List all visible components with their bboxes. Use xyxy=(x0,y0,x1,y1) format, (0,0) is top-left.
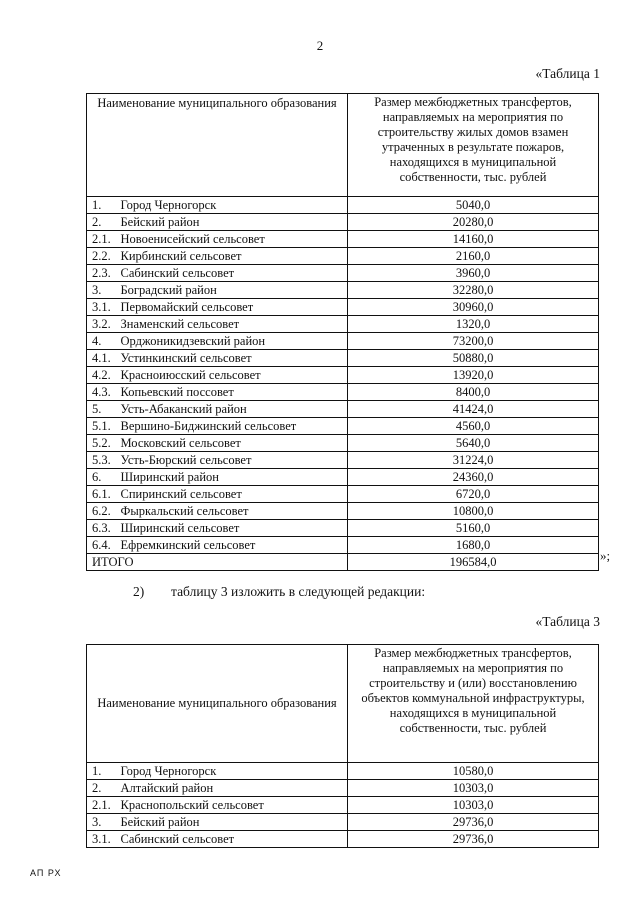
table-row xyxy=(87,384,599,401)
total-label: ИТОГО xyxy=(87,554,348,571)
transfer-amount: 14160,0 xyxy=(348,231,599,248)
table-row xyxy=(87,520,599,537)
municipality-name: Ширинский сельсовет xyxy=(119,520,348,537)
transfer-amount: 24360,0 xyxy=(348,469,599,486)
municipality-name: Знаменский сельсовет xyxy=(119,316,348,333)
table-row xyxy=(87,214,599,231)
header-name-cell: Наименование муниципального образования xyxy=(87,645,348,763)
row-number: 2.1. xyxy=(87,797,119,814)
municipality-name: Бейский район xyxy=(119,814,348,831)
transfer-amount: 29736,0 xyxy=(348,831,599,848)
transfer-amount: 10303,0 xyxy=(348,797,599,814)
table-row xyxy=(87,299,599,316)
transfer-amount: 5160,0 xyxy=(348,520,599,537)
municipality-name: Сабинский сельсовет xyxy=(119,265,348,282)
row-number: 6.1. xyxy=(87,486,119,503)
table-3 xyxy=(86,644,599,848)
transfer-amount: 10303,0 xyxy=(348,780,599,797)
municipality-name: Новоенисейский сельсовет xyxy=(119,231,348,248)
closing-quote: »; xyxy=(600,548,611,563)
transfer-amount: 41424,0 xyxy=(348,401,599,418)
transfer-amount: 73200,0 xyxy=(348,333,599,350)
page-number: 2 xyxy=(316,38,324,53)
total-value: 196584,0 xyxy=(348,554,599,571)
table-row xyxy=(87,435,599,452)
table-row xyxy=(87,503,599,520)
row-number: 3. xyxy=(87,814,119,831)
table-row xyxy=(87,316,599,333)
row-number: 5.2. xyxy=(87,435,119,452)
municipality-name: Орджоникидзевский район xyxy=(119,333,348,350)
row-number: 3.1. xyxy=(87,299,119,316)
transfer-amount: 32280,0 xyxy=(348,282,599,299)
table-row xyxy=(87,814,599,831)
transfer-amount: 5640,0 xyxy=(348,435,599,452)
table-row xyxy=(87,486,599,503)
municipality-name: Сабинский сельсовет xyxy=(119,831,348,848)
table-3-body xyxy=(87,645,599,848)
table-row xyxy=(87,780,599,797)
municipality-name: Первомайский сельсовет xyxy=(119,299,348,316)
total-row xyxy=(87,554,599,571)
row-number: 5.3. xyxy=(87,452,119,469)
municipality-name: Московский сельсовет xyxy=(119,435,348,452)
row-number: 4.1. xyxy=(87,350,119,367)
item-number: 2) xyxy=(133,584,145,599)
table-row xyxy=(87,763,599,780)
row-number: 3. xyxy=(87,282,119,299)
transfer-amount: 10580,0 xyxy=(348,763,599,780)
item-text: таблицу 3 изложить в следующей редакции: xyxy=(171,584,426,599)
row-number: 6.2. xyxy=(87,503,119,520)
row-number: 5.1. xyxy=(87,418,119,435)
footer-mark: АП РХ xyxy=(30,868,62,878)
transfer-amount: 31224,0 xyxy=(348,452,599,469)
transfer-amount: 1680,0 xyxy=(348,537,599,554)
row-number: 4.2. xyxy=(87,367,119,384)
table-row xyxy=(87,452,599,469)
municipality-name: Красноиюсский сельсовет xyxy=(119,367,348,384)
table-row xyxy=(87,197,599,214)
table-row xyxy=(87,367,599,384)
municipality-name: Фыркальский сельсовет xyxy=(119,503,348,520)
header-value-cell: Размер межбюджетных трансфертов, направляемых на мероприятия по строительству и (или) восстановлению объектов коммунальной инфраструктуры, находящихся в муниципальной собственности, тыс. рублей xyxy=(348,645,599,763)
municipality-name: Усть-Абаканский район xyxy=(119,401,348,418)
municipality-name: Алтайский район xyxy=(119,780,348,797)
municipality-name: Усть-Бюрский сельсовет xyxy=(119,452,348,469)
table-1 xyxy=(86,93,599,571)
table-1-caption: «Таблица 1 xyxy=(535,66,600,81)
table-3-header xyxy=(87,645,599,763)
municipality-name: Спиринский сельсовет xyxy=(119,486,348,503)
table-row xyxy=(87,401,599,418)
table-row xyxy=(87,350,599,367)
transfer-amount: 30960,0 xyxy=(348,299,599,316)
municipality-name: Вершино-Биджинский сельсовет xyxy=(119,418,348,435)
table-row xyxy=(87,537,599,554)
table-row xyxy=(87,418,599,435)
row-number: 6.3. xyxy=(87,520,119,537)
header-value-cell: Размер межбюджетных трансфертов, направляемых на мероприятия по строительству жилых домов взамен утраченных в результате пожаров, находящихся в муниципальной собственности, тыс. рублей xyxy=(348,94,599,197)
transfer-amount: 4560,0 xyxy=(348,418,599,435)
row-number: 6.4. xyxy=(87,537,119,554)
municipality-name: Устинкинский сельсовет xyxy=(119,350,348,367)
transfer-amount: 20280,0 xyxy=(348,214,599,231)
amendment-item-2 xyxy=(133,584,425,600)
row-number: 3.1. xyxy=(87,831,119,848)
transfer-amount: 10800,0 xyxy=(348,503,599,520)
table-3-caption: «Таблица 3 xyxy=(535,614,600,629)
table-1-body xyxy=(87,94,599,571)
row-number: 2. xyxy=(87,780,119,797)
row-number: 1. xyxy=(87,763,119,780)
row-number: 5. xyxy=(87,401,119,418)
header-name-cell: Наименование муниципального образования xyxy=(87,94,348,197)
table-row xyxy=(87,469,599,486)
transfer-amount: 6720,0 xyxy=(348,486,599,503)
municipality-name: Город Черногорск xyxy=(119,197,348,214)
municipality-name: Боградский район xyxy=(119,282,348,299)
row-number: 2.2. xyxy=(87,248,119,265)
municipality-name: Бейский район xyxy=(119,214,348,231)
row-number: 2. xyxy=(87,214,119,231)
municipality-name: Краснопольский сельсовет xyxy=(119,797,348,814)
table-row xyxy=(87,231,599,248)
municipality-name: Ефремкинский сельсовет xyxy=(119,537,348,554)
municipality-name: Копьевский поссовет xyxy=(119,384,348,401)
row-number: 3.2. xyxy=(87,316,119,333)
transfer-amount: 2160,0 xyxy=(348,248,599,265)
table-row xyxy=(87,333,599,350)
table-row xyxy=(87,248,599,265)
table-row xyxy=(87,282,599,299)
transfer-amount: 3960,0 xyxy=(348,265,599,282)
row-number: 6. xyxy=(87,469,119,486)
row-number: 4. xyxy=(87,333,119,350)
table-row xyxy=(87,797,599,814)
row-number: 1. xyxy=(87,197,119,214)
row-number: 2.1. xyxy=(87,231,119,248)
row-number: 2.3. xyxy=(87,265,119,282)
row-number: 4.3. xyxy=(87,384,119,401)
municipality-name: Город Черногорск xyxy=(119,763,348,780)
transfer-amount: 8400,0 xyxy=(348,384,599,401)
transfer-amount: 50880,0 xyxy=(348,350,599,367)
transfer-amount: 5040,0 xyxy=(348,197,599,214)
transfer-amount: 1320,0 xyxy=(348,316,599,333)
municipality-name: Ширинский район xyxy=(119,469,348,486)
table-row xyxy=(87,831,599,848)
table-row xyxy=(87,265,599,282)
municipality-name: Кирбинский сельсовет xyxy=(119,248,348,265)
transfer-amount: 13920,0 xyxy=(348,367,599,384)
table-1-header xyxy=(87,94,599,197)
transfer-amount: 29736,0 xyxy=(348,814,599,831)
